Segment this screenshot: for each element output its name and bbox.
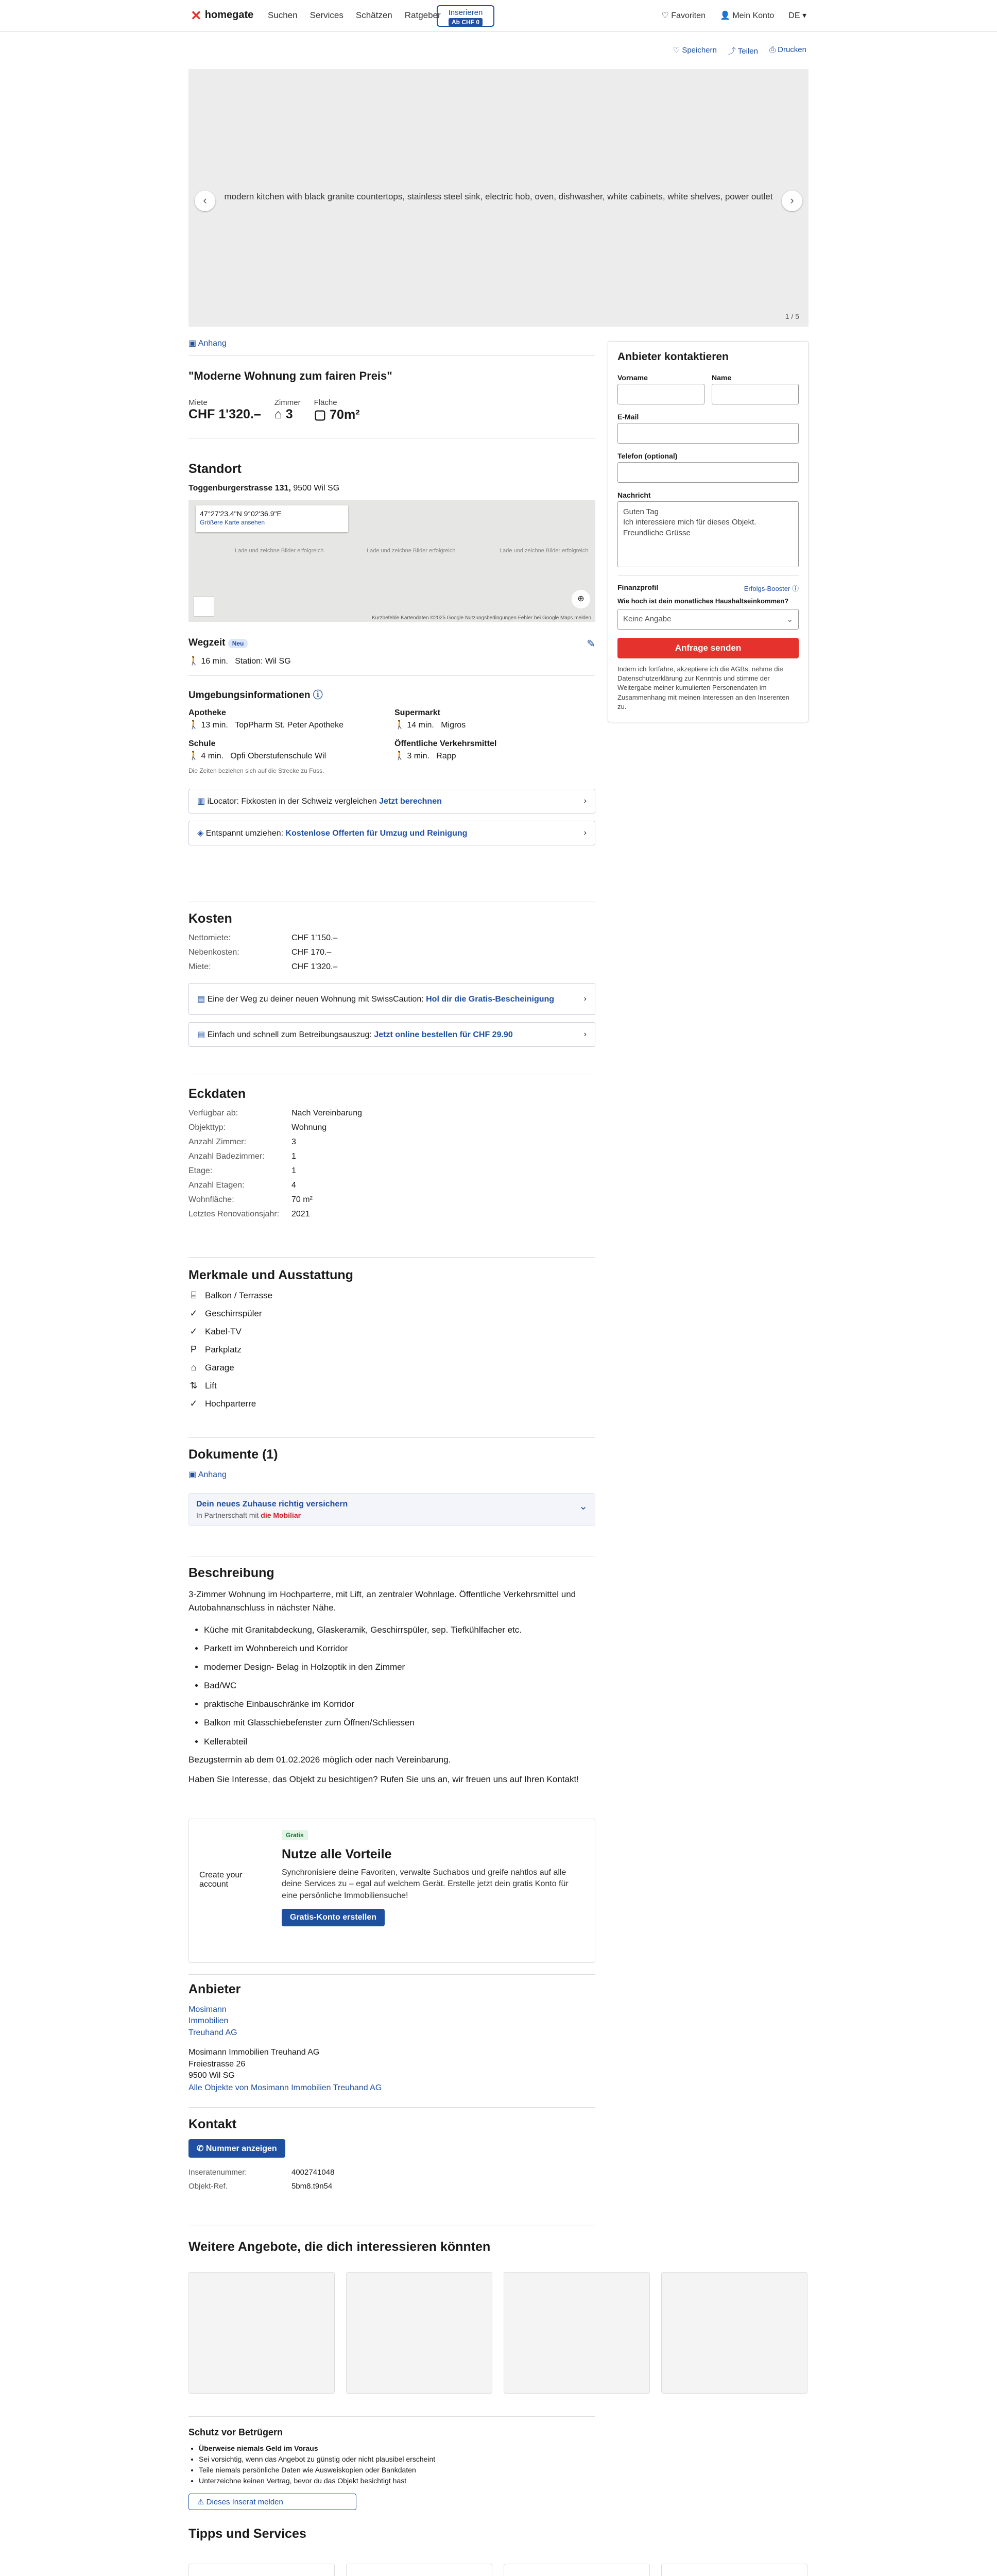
homegate-logo[interactable]: [191, 9, 253, 21]
description-bullet: • moderner Design- Belag in Holzoptik in den Zimmer: [204, 1662, 595, 1673]
poi-schule: [188, 739, 394, 761]
rent-label: Miete: [188, 398, 208, 407]
mobiliar-title: Dein neues Zuhause richtig versichern: [196, 1500, 348, 1509]
map-tile-text: Lade und zeichne Bilder erfolgreich: [235, 548, 324, 554]
key-data-row: [188, 1210, 595, 1219]
listing-id-value: 4002741048: [291, 2168, 335, 2177]
address-line: Freiestrasse 26: [188, 2059, 246, 2069]
last-name-field[interactable]: [712, 384, 799, 404]
fraud-heading: Schutz vor Betrügern: [188, 2427, 283, 2437]
key-data-value: 4: [291, 1181, 296, 1190]
share-label: Teilen: [737, 47, 758, 56]
key-data-label: Verfügbar ab:: [188, 1109, 238, 1117]
commute-heading: [188, 637, 291, 649]
phone-field[interactable]: [617, 462, 799, 483]
promo-illustration-label: Create your account: [199, 1871, 243, 1889]
income-select[interactable]: [617, 609, 799, 630]
key-data-value: 3: [291, 1138, 296, 1146]
poi-place: Rapp: [436, 752, 456, 760]
key-data-value: Wohnung: [291, 1123, 327, 1132]
create-account-button[interactable]: Gratis-Konto erstellen: [282, 1909, 385, 1926]
box-icon: ◈: [197, 829, 206, 838]
costs-section: [188, 902, 595, 1054]
commute-title: Wegzeit: [188, 637, 226, 648]
key-data-label: Objekttyp:: [188, 1123, 226, 1132]
chevron-right-icon: ›: [583, 828, 587, 837]
key-data-section: [188, 1075, 595, 1224]
card-link: Jetzt berechnen: [379, 797, 442, 806]
commute-box: [188, 637, 595, 666]
heart-icon: ♡: [661, 11, 672, 20]
move-in-text: Bezugstermin ab dem 01.02.2026 möglich oder nach Vereinbarung.: [188, 1754, 451, 1765]
feature-label: Hochparterre: [205, 1398, 256, 1409]
chevron-right-icon: ›: [583, 1030, 587, 1039]
poi-apotheke: [188, 708, 394, 730]
free-badge: Gratis: [282, 1830, 308, 1840]
key-data-value: 2021: [291, 1210, 310, 1218]
description-heading: Beschreibung: [188, 1566, 274, 1580]
new-badge: Neu: [228, 639, 248, 648]
logo-text: homegate: [204, 9, 254, 21]
cost-label: Miete:: [188, 962, 211, 971]
chevron-down-icon: ⌄: [786, 615, 793, 624]
features-heading: Merkmale und Ausstattung: [188, 1268, 353, 1282]
cost-row: [188, 934, 595, 943]
check-icon: ✓: [190, 1398, 198, 1409]
nav-suchen[interactable]: Suchen: [268, 10, 298, 20]
email-field[interactable]: [617, 423, 799, 444]
address-line: 9500 Wil SG: [188, 2071, 235, 2080]
poi-place: TopPharm St. Peter Apotheke: [235, 721, 343, 730]
last-name-label: Name: [712, 374, 732, 382]
listing-main: [188, 335, 595, 438]
document-label: Anhang: [198, 1470, 227, 1479]
key-data-label: Letztes Renovationsjahr:: [188, 1210, 280, 1218]
key-data-value: 70 m²: [291, 1195, 313, 1204]
key-data-label: Etage:: [188, 1166, 213, 1175]
map-streetview-button[interactable]: [194, 596, 214, 617]
elevator-icon: ⇅: [190, 1380, 198, 1391]
balcony-icon: ⌸: [191, 1290, 197, 1300]
key-data-value: Nach Vereinbarung: [291, 1109, 362, 1117]
map-tile-text: Lade und zeichne Bilder erfolgreich: [367, 548, 456, 554]
description-intro: 3-Zimmer Wohnung im Hochparterre, mit Lift, an zentraler Wohnlage. Öffentliche Verkehrsmittel und Autobahnanschluss in nächster Nähe.: [188, 1589, 576, 1613]
feature-item: [188, 1398, 595, 1409]
features-section: [188, 1257, 595, 1416]
first-name-field[interactable]: [617, 384, 704, 404]
feature-label: Lift: [205, 1380, 217, 1391]
favoriten-label: Favoriten: [671, 11, 706, 20]
price-badge: Ab CHF 0: [449, 18, 483, 26]
description-section: [188, 1556, 595, 1785]
surroundings-title: Umgebungsinformationen: [188, 690, 311, 701]
fraud-list: [199, 2443, 595, 2486]
provider-heading: Anbieter: [188, 1982, 241, 1996]
image-counter: 1 / 5: [785, 312, 799, 320]
surroundings-heading: [188, 687, 595, 701]
tips-heading: Tipps und Services: [188, 2527, 306, 2541]
similar-heading: Weitere Angebote, die dich interessieren könnten: [188, 2240, 491, 2254]
all-listings-link[interactable]: Alle Objekte von Mosimann Immobilien Treuhand AG: [188, 2083, 382, 2093]
listing-actions: [673, 45, 806, 56]
gallery-prev-button[interactable]: ‹: [195, 191, 215, 211]
mobiliar-sub: In Partnerschaft mit: [196, 1511, 259, 1519]
provider-link-line: Immobilien: [188, 2016, 229, 2026]
language-select[interactable]: DE ▾: [788, 11, 806, 20]
share-button[interactable]: ⤴ Teilen: [728, 47, 758, 56]
poi-place: Opfi Oberstufenschule Wil: [230, 752, 326, 760]
map-info-box: [196, 505, 348, 532]
gallery-next-button[interactable]: ›: [782, 191, 802, 211]
poi-label: Öffentliche Verkehrsmittel: [394, 739, 497, 748]
map-tile-text: Lade und zeichne Bilder erfolgreich: [500, 548, 589, 554]
location-map[interactable]: [188, 500, 595, 622]
cost-value: CHF 1'320.–: [291, 962, 338, 971]
contact-section: [188, 2107, 595, 2196]
logo-mark-icon: ✕: [191, 7, 202, 23]
tips-grid: [188, 2564, 807, 2576]
rooms-value: 3: [285, 407, 293, 421]
card-text: Einfach und schnell zum Betreibungsauszug:: [207, 1030, 374, 1039]
area-value: 70m²: [330, 408, 360, 422]
description-bullet: • praktische Einbauschränke im Korridor: [204, 1699, 595, 1710]
nav-ratgeber[interactable]: Ratgeber: [404, 10, 441, 20]
feature-item: [188, 1326, 595, 1337]
save-button[interactable]: ♡ Speichern: [673, 46, 717, 55]
fraud-tip: • Überweise niemals Geld im Voraus: [199, 2443, 595, 2454]
cost-value: CHF 1'150.–: [291, 934, 338, 942]
documents-section: [188, 1437, 595, 1526]
address-city: 9500 Wil SG: [290, 484, 340, 493]
object-ref-row: [188, 2182, 595, 2191]
listing-id-row: [188, 2168, 595, 2177]
key-data-row: [188, 1166, 595, 1176]
file-icon: ▣: [188, 339, 198, 348]
cost-label: Nettomiete:: [188, 934, 231, 942]
report-label: Dieses Inserat melden: [206, 2498, 283, 2506]
map-coordinates: 47°27'23.4"N 9°02'36.9"E: [200, 510, 282, 518]
swisscaution-card[interactable]: [188, 983, 595, 1015]
contact-heading: Kontakt: [188, 2117, 237, 2131]
area-label: Fläche: [314, 398, 337, 407]
provider-link-line: Treuhand AG: [188, 2028, 237, 2037]
tip-card: [661, 2564, 807, 2576]
key-data-value: 1: [291, 1166, 296, 1175]
phone-label: Telefon (optional): [617, 452, 678, 460]
finance-profile: [617, 575, 799, 630]
fraud-tip: • Teile niemals persönliche Daten wie Ausweiskopien oder Bankdaten: [199, 2465, 595, 2476]
show-number-label: Nummer anzeigen: [205, 2144, 277, 2153]
poi-time: 4 min.: [201, 752, 224, 760]
feature-item: [188, 1308, 595, 1319]
file-icon: ▣: [188, 1470, 198, 1479]
key-data-label: Anzahl Zimmer:: [188, 1138, 247, 1146]
address-line: Mosimann Immobilien Treuhand AG: [188, 2048, 320, 2057]
nav-services[interactable]: Services: [310, 10, 343, 20]
chevron-right-icon: ›: [583, 796, 587, 805]
similar-listings-grid: [188, 2272, 807, 2394]
listing-id-label: Inseratenummer:: [188, 2168, 247, 2177]
cost-value: CHF 170.–: [291, 948, 332, 957]
inserieren-label: Inserieren: [448, 8, 483, 17]
favoriten-link[interactable]: [661, 10, 706, 21]
location-section: [188, 462, 595, 853]
fraud-tip: • Unterzeichne keinen Vertrag, bevor du das Objekt besichtigt hast: [199, 2476, 595, 2486]
walk-icon: 🚶: [188, 657, 201, 666]
mobiliar-logo: die Mobiliar: [261, 1511, 301, 1519]
area-icon: ▢: [314, 408, 330, 422]
document-icon: ▤: [197, 995, 208, 1004]
card-text: iLocator: Fixkosten in der Schweiz vergleichen: [207, 797, 380, 806]
check-icon: ✓: [190, 1308, 198, 1318]
walk-icon: 🚶: [394, 721, 405, 730]
feature-label: Geschirrspüler: [205, 1308, 262, 1318]
description-bullet: • Kellerabteil: [204, 1736, 595, 1748]
poi-supermarkt: [394, 708, 595, 730]
key-data-value: 1: [291, 1152, 296, 1161]
language-label: DE: [788, 11, 800, 20]
site-header: [0, 0, 997, 32]
provider-logo-link[interactable]: [188, 2004, 595, 2039]
document-link[interactable]: [188, 1469, 595, 1480]
costs-heading: Kosten: [188, 911, 232, 926]
attachment-link[interactable]: [188, 338, 595, 348]
walk-icon: 🚶: [188, 721, 199, 730]
garage-icon: ⌂: [191, 1362, 197, 1372]
tip-card: [188, 2564, 335, 2576]
attachment-label: Anhang: [198, 339, 227, 348]
account-label: Mein Konto: [732, 11, 775, 20]
poi-label: Supermarkt: [394, 708, 440, 717]
map-icon: ▥: [197, 797, 208, 806]
save-label: Speichern: [682, 46, 717, 55]
check-icon: ✓: [190, 1326, 198, 1336]
chevron-right-icon: ›: [583, 994, 587, 1003]
surroundings-note: Die Zeiten beziehen sich auf die Strecke zu Fuss.: [188, 767, 324, 774]
provider-link-line: Mosimann: [188, 2005, 227, 2014]
show-number-button[interactable]: [188, 2139, 285, 2158]
card-text: Eine der Weg zu deiner neuen Wohnung mit SwissCaution:: [207, 995, 426, 1004]
send-inquiry-button[interactable]: Anfrage senden: [617, 638, 799, 658]
similar-listings-section: [188, 2226, 809, 2262]
parking-icon: P: [190, 1344, 197, 1354]
message-field[interactable]: Guten Tag Ich interessiere mich für dieses Objekt. Freundliche Grüsse: [617, 501, 799, 567]
key-data-label: Anzahl Etagen:: [188, 1181, 245, 1190]
feature-item: [188, 1290, 595, 1301]
betreibung-card[interactable]: [188, 1022, 595, 1047]
contact-form-heading: Anbieter kontaktieren: [617, 351, 729, 363]
tip-card: [504, 2564, 650, 2576]
fraud-tip: • Sei vorsichtig, wenn das Angebot zu günstig oder nicht plausibel erscheint: [199, 2454, 595, 2465]
account-promo: [188, 1819, 595, 1963]
main-nav: [268, 10, 441, 21]
rooms-label: Zimmer: [274, 398, 301, 407]
warning-icon: ⚠: [197, 2498, 207, 2506]
object-ref-value: 5bm8.t9n54: [291, 2182, 333, 2191]
chevron-down-icon: ⌄: [579, 1501, 588, 1512]
feature-item: [188, 1380, 595, 1391]
poi-label: Apotheke: [188, 708, 226, 717]
walk-icon: 🚶: [188, 752, 199, 760]
key-data-row: [188, 1109, 595, 1118]
key-data-row: [188, 1138, 595, 1147]
income-question: Wie hoch ist dein monatliches Haushaltseinkommen?: [617, 597, 789, 605]
contact-invite-text: Haben Sie Interesse, das Objekt zu besichtigen? Rufen Sie uns an, wir freuen uns auf Ihren Kontakt!: [188, 1774, 579, 1784]
document-icon: ▤: [197, 1030, 208, 1039]
promo-title: Nutze alle Vorteile: [282, 1847, 392, 1861]
booster-badge: Erfolgs-Booster: [744, 585, 790, 592]
print-label: Drucken: [778, 45, 806, 54]
cost-row: [188, 962, 595, 972]
key-data-row: [188, 1195, 595, 1205]
key-data-row: [188, 1123, 595, 1132]
image-alt-caption: modern kitchen with black granite countertops, stainless steel sink, electric hob, oven, dishwasher, white cabinets, white shelves, power outlet: [224, 192, 773, 201]
tip-card: [346, 2564, 492, 2576]
poi-time: 14 min.: [407, 721, 434, 730]
image-gallery[interactable]: [188, 69, 809, 327]
card-text: Entspannt umziehen:: [205, 829, 286, 838]
feature-item: [188, 1362, 595, 1373]
description-list: [188, 1624, 595, 1748]
poi-time: 3 min.: [407, 752, 429, 760]
provider-address: [188, 2047, 595, 2081]
object-ref-label: Objekt-Ref.: [188, 2182, 228, 2191]
cost-row: [188, 948, 595, 957]
listing-card-placeholder[interactable]: [188, 2272, 335, 2394]
report-listing-button[interactable]: [188, 2494, 356, 2510]
documents-heading: Dokumente (1): [188, 1447, 278, 1462]
poi-time: 13 min.: [201, 721, 228, 730]
description-bullet: • Balkon mit Glasschiebefenster zum Öffnen/Schliessen: [204, 1717, 595, 1728]
address-street: Toggenburgerstrasse 131,: [188, 484, 291, 493]
rent-value: CHF 1'320.–: [188, 407, 261, 421]
cost-label: Nebenkosten:: [188, 948, 239, 957]
description-bullet: • Küche mit Granitabdeckung, Glaskeramik, Geschirrspüler, sep. Tiefkühlfacher etc.: [204, 1624, 595, 1636]
ilocator-card[interactable]: [188, 789, 595, 814]
feature-label: Parkplatz: [205, 1344, 242, 1354]
print-button[interactable]: ⎙ Drucken: [769, 45, 806, 54]
feature-item: [188, 1344, 595, 1355]
map-attribution: Kurzbefehle Kartendaten ©2025 Google Nutzungsbedingungen Fehler bei Google Maps melden: [372, 615, 591, 621]
phone-icon: ✆: [197, 2144, 206, 2153]
listing-card-placeholder[interactable]: [504, 2272, 650, 2394]
provider-section: [188, 1974, 595, 2093]
house-icon: ⌂: [274, 407, 286, 421]
key-facts: [188, 398, 595, 422]
inserieren-button[interactable]: [437, 5, 494, 27]
first-name-label: Vorname: [617, 374, 648, 382]
message-label: Nachricht: [617, 491, 651, 499]
commute-time: 16 min.: [201, 657, 228, 666]
info-icon[interactable]: ⓘ: [313, 690, 323, 701]
commute-station: Station: Wil SG: [235, 657, 291, 666]
surroundings-grid: [188, 708, 595, 761]
key-data-row: [188, 1181, 595, 1190]
address: [188, 484, 595, 493]
poi-label: Schule: [188, 739, 216, 748]
feature-label: Balkon / Terrasse: [205, 1290, 273, 1300]
mobiliar-insurance-banner[interactable]: [188, 1493, 595, 1526]
info-icon[interactable]: ⓘ: [792, 585, 799, 592]
key-data-row: [188, 1152, 595, 1161]
legal-notice: Indem ich fortfahre, akzeptiere ich die AGBs, nehme die Datenschutzerklärung zur Kenntnis und stimme der Weitergabe meiner kumulierten Personendaten im Zusammenhang mit meinen Interessen an den Inserenten zu.: [617, 665, 789, 710]
poi-oev: [394, 739, 595, 761]
description-bullet: • Bad/WC: [204, 1680, 595, 1691]
edit-icon[interactable]: ✎: [587, 638, 595, 650]
account-link[interactable]: [720, 10, 774, 21]
finance-label: Finanzprofil: [617, 583, 659, 591]
key-data-heading: Eckdaten: [188, 1087, 246, 1101]
tips-section: [188, 2527, 809, 2549]
listing-title: "Moderne Wohnung zum fairen Preis": [188, 369, 392, 382]
key-data-label: Anzahl Badezimmer:: [188, 1152, 265, 1161]
contact-form: [608, 341, 809, 722]
card-link: Jetzt online bestellen für CHF 29.90: [374, 1030, 513, 1039]
income-select-value: Keine Angabe: [623, 615, 672, 623]
fraud-protection-section: [188, 2416, 595, 2510]
location-heading: Standort: [188, 462, 242, 476]
email-label: E-Mail: [617, 413, 639, 421]
listing-card-placeholder[interactable]: [346, 2272, 492, 2394]
listing-card-placeholder[interactable]: [661, 2272, 807, 2394]
feature-label: Garage: [205, 1362, 234, 1372]
walk-icon: 🚶: [394, 752, 405, 760]
card-link: Kostenlose Offerten für Umzug und Reinigung: [285, 829, 468, 838]
card-link: Hol dir die Gratis-Bescheinigung: [426, 995, 555, 1004]
feature-label: Kabel-TV: [205, 1326, 242, 1336]
promo-text: Synchronisiere deine Favoriten, verwalte Suchabos und greife nahtlos auf alle deine Services zu – egal auf welchem Gerät. Erstelle jetzt dein gratis Konto für eine persönliche Immobiliensuche!: [282, 1868, 569, 1900]
map-fullscreen-icon[interactable]: ⊕: [572, 590, 590, 608]
user-icon: 👤: [719, 11, 733, 20]
poi-place: Migros: [441, 721, 466, 730]
description-bullet: • Parkett im Wohnbereich und Korridor: [204, 1643, 595, 1654]
umzug-card[interactable]: [188, 821, 595, 845]
larger-map-link[interactable]: Größere Karte ansehen: [200, 519, 265, 526]
key-data-label: Wohnfläche:: [188, 1195, 234, 1204]
nav-schaetzen[interactable]: Schätzen: [355, 10, 392, 20]
